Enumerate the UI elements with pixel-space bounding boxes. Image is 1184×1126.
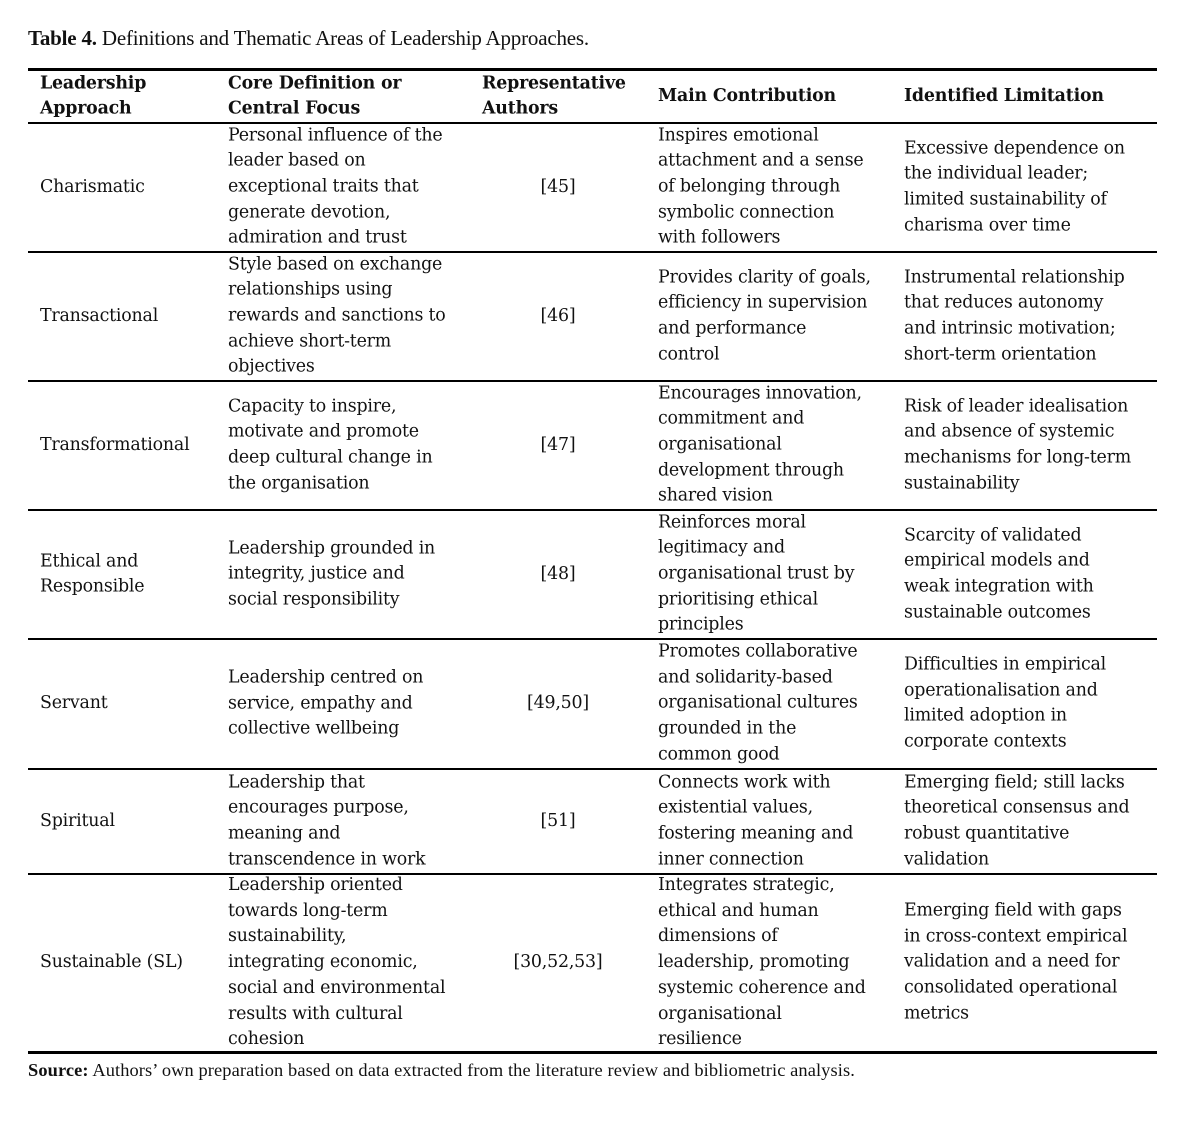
contribution-cell: Provides clarity of goals, efficiency in supervision and performance control	[658, 267, 871, 365]
source-text: Authors’ own preparation based on data extracted from the literature review and bibliometric analysis.	[88, 1060, 855, 1080]
authors-cell: [48]	[540, 563, 576, 584]
limitation-cell: Instrumental relationship that reduces autonomy and intrinsic motivation; short-term orientation	[904, 267, 1125, 365]
limitation-cell: Difficulties in empirical operationalisation and limited adoption in corporate contexts	[904, 654, 1107, 752]
definition-cell: Leadership that encourages purpose, meaning and transcendence in work	[228, 772, 426, 870]
definition-cell: Personal influence of the leader based on exceptional traits that generate devotion, admiration and trust	[228, 125, 443, 249]
header-approach: Leadership Approach	[40, 72, 147, 119]
header-contribution: Main Contribution	[658, 85, 836, 106]
contribution-cell: Promotes collaborative and solidarity-based organisational cultures grounded in the common good	[658, 641, 858, 765]
definition-cell: Style based on exchange relationships using rewards and sanctions to achieve short-term objectives	[228, 254, 446, 378]
authors-cell: [51]	[540, 810, 576, 831]
contribution-cell: Integrates strategic, ethical and human dimensions of leadership, promoting systemic coherence and organisational resilience	[658, 875, 866, 1050]
table-title: Definitions and Thematic Areas of Leadership Approaches.	[96, 26, 589, 50]
contribution-cell: Inspires emotional attachment and a sense of belonging through symbolic connection with followers	[658, 125, 864, 249]
header-definition: Core Definition or Central Focus	[228, 72, 402, 119]
approach-cell: Spiritual	[40, 810, 115, 831]
table-row	[28, 640, 1157, 768]
header-authors: Representative Authors	[482, 72, 626, 119]
table-row	[28, 770, 1157, 873]
table-source-note	[28, 1060, 855, 1081]
limitation-cell: Risk of leader idealisation and absence of systemic mechanisms for long-term sustainability	[904, 396, 1131, 494]
table-label: Table 4.	[28, 26, 97, 50]
bottom-rule	[28, 1051, 1157, 1054]
leadership-table	[28, 68, 1157, 1054]
table-row	[28, 124, 1157, 251]
table-row	[28, 511, 1157, 638]
table-caption	[28, 26, 589, 51]
limitation-cell: Emerging field with gaps in cross-context empirical validation and a need for consolidated operational metrics	[904, 900, 1128, 1024]
table-row	[28, 875, 1157, 1051]
header-row	[28, 71, 1157, 122]
authors-cell: [45]	[540, 176, 576, 197]
approach-cell: Sustainable (SL)	[40, 952, 183, 973]
contribution-cell: Encourages innovation, commitment and organisational development through shared vision	[658, 383, 862, 507]
approach-cell: Ethical and Responsible	[40, 550, 145, 597]
approach-cell: Charismatic	[40, 176, 145, 197]
authors-cell: [47]	[540, 434, 576, 455]
table-row	[28, 382, 1157, 509]
limitation-cell: Scarcity of validated empirical models and weak integration with sustainable outcomes	[904, 525, 1094, 623]
authors-cell: [30,52,53]	[513, 952, 603, 973]
table-row	[28, 253, 1157, 380]
source-label: Source:	[28, 1060, 89, 1080]
approach-cell: Servant	[40, 693, 108, 714]
definition-cell: Leadership oriented towards long-term sustainability, integrating economic, social and environmental results with cultural cohesion	[228, 875, 446, 1050]
authors-cell: [49,50]	[527, 693, 589, 714]
limitation-cell: Excessive dependence on the individual leader; limited sustainability of charisma over time	[904, 138, 1125, 236]
definition-cell: Leadership grounded in integrity, justice and social responsibility	[228, 537, 436, 610]
authors-cell: [46]	[540, 305, 576, 326]
limitation-cell: Emerging field; still lacks theoretical consensus and robust quantitative validation	[904, 772, 1130, 870]
header-limitation: Identified Limitation	[904, 85, 1104, 106]
contribution-cell: Reinforces moral legitimacy and organisational trust by prioritising ethical principles	[658, 512, 855, 636]
definition-cell: Capacity to inspire, motivate and promote deep cultural change in the organisation	[228, 396, 433, 494]
definition-cell: Leadership centred on service, empathy and collective wellbeing	[228, 667, 424, 739]
contribution-cell: Connects work with existential values, fostering meaning and inner connection	[658, 772, 854, 870]
approach-cell: Transactional	[40, 305, 159, 326]
approach-cell: Transformational	[40, 434, 190, 455]
